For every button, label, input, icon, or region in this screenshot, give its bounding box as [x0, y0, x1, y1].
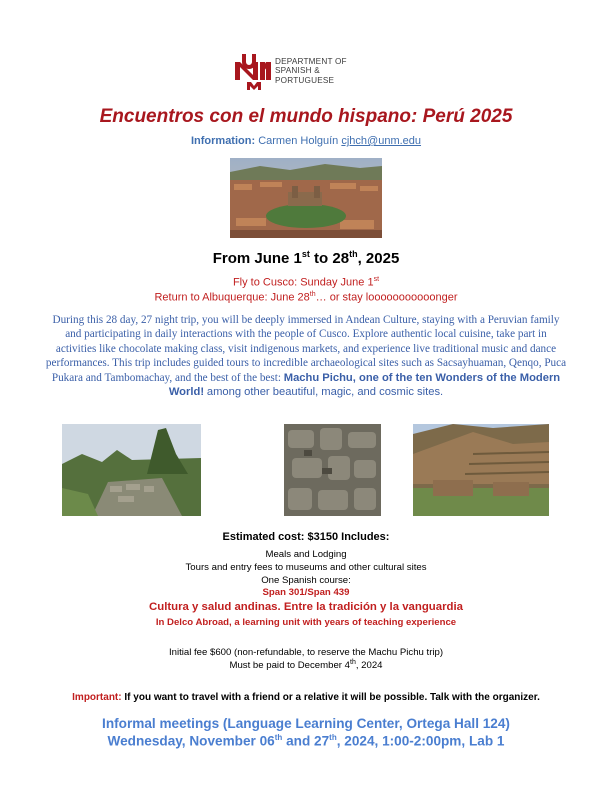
includes-tours: Tours and entry fees to museums and other cultural sites	[185, 562, 427, 573]
machu-pichu-highlight: Machu Pichu, one of the ten Wonders of the Modern World!	[168, 371, 561, 399]
important-note: Important: If you want to travel with a friend or a relative it will be possible. Talk with the organizer.	[72, 692, 540, 703]
fee-deadline: Must be paid to December 4th, 2024	[229, 659, 383, 672]
unm-logo-mark	[233, 52, 273, 90]
department-name: DEPARTMENT OF SPANISH & PORTUGUESE	[275, 57, 347, 85]
page-title: Encuentros con el mundo hispano: Perú 2025	[99, 106, 513, 127]
course-code: Span 301/Span 439	[262, 587, 350, 598]
meetings-dates: Wednesday, November 06th and 27th, 2024, 1:00-2:00pm, Lab 1	[107, 733, 505, 749]
machu-picchu-photo	[62, 424, 201, 516]
info-label: Information:	[190, 135, 256, 147]
ollantaytambo-photo	[413, 424, 549, 516]
initial-fee: Initial fee $600 (non-refundable, to reserve the Machu Pichu trip)	[168, 647, 444, 658]
estimated-cost: Estimated cost: $3150 Includes:	[222, 531, 390, 543]
delco-abroad: In Delco Abroad, a learning unit with years of teaching experience	[155, 617, 457, 628]
contact-name: Carmen Holguín	[258, 135, 339, 147]
meetings-location: Informal meetings (Language Learning Center, Ortega Hall 124)	[102, 716, 510, 731]
course-title: Cultura y salud andinas. Entre la tradición y la vanguardia	[149, 601, 463, 613]
stone-ruins-photo	[284, 424, 381, 516]
includes-course: One Spanish course:	[261, 575, 351, 586]
trip-description: During this 28 day, 27 night trip, you will be deeply immersed in Andean Culture, staying with a Peruvian family and participating in daily interactions with the people of Cusco. Explore authentic local cuisine, take part in activities like chocolate making class, visit indigenous markets, and experience live traditional music and dance performances. This trip includes guided tours to incredible archaeological sites such as Sacsayhuaman, Qenqo, Puca Pukara and Tambomachay, and the best of the best: Machu Pichu, one of the ten Wonders of the Modern World! among other beautiful, magic, and cosmic sites.	[45, 314, 567, 399]
includes-meals: Meals and Lodging	[265, 549, 347, 560]
contact-info	[0, 135, 612, 147]
unm-logo	[233, 52, 383, 92]
cusco-plaza-photo	[230, 158, 382, 238]
fly-to-cusco: Fly to Cusco: Sunday June 1st	[232, 276, 380, 289]
return-info: Return to Albuquerque: June 28th… or stay looooooooooonger	[154, 291, 458, 304]
trip-dates: From June 1st to 28th, 2025	[212, 249, 400, 267]
contact-email-link[interactable]: cjhch@unm.edu	[341, 135, 422, 147]
